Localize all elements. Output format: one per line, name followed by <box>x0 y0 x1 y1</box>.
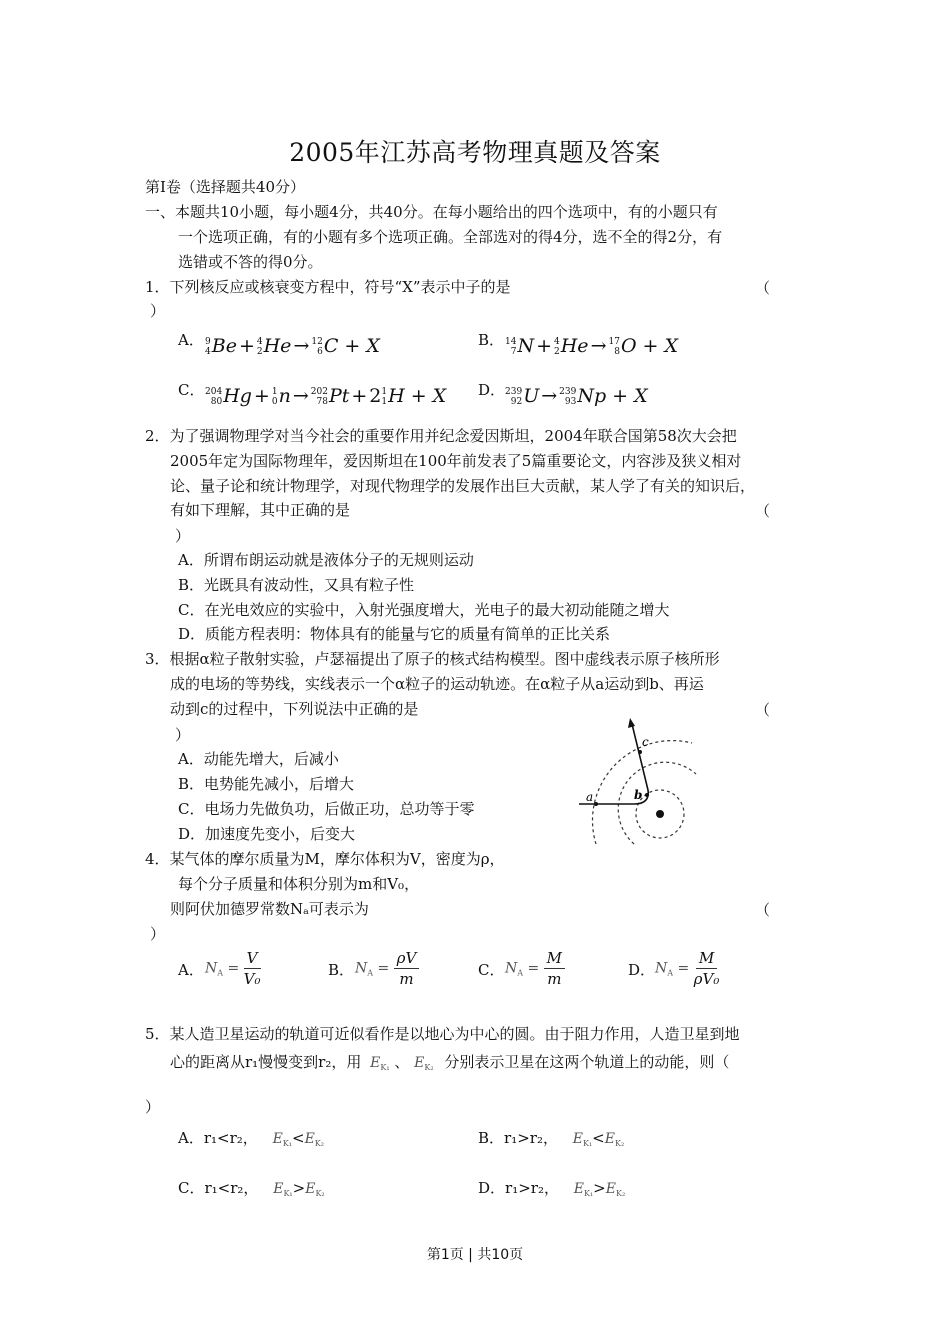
equipotential-middle <box>618 762 696 844</box>
q4-option-d-label: D． <box>628 961 656 979</box>
q1-option-b-equation: 14 7 N + 4 2 He → 17 8 O + X <box>505 335 679 357</box>
nucleus-dot <box>656 810 664 818</box>
q3-option-d: D．加速度先变小，后变大 <box>178 825 356 843</box>
q3-option-b: B．电势能先减小，后增大 <box>178 775 355 793</box>
q4-stem-line-1: 4．某气体的摩尔质量为M，摩尔体积为V，密度为ρ， <box>145 850 505 868</box>
q1-option-c-label: C． <box>178 381 205 399</box>
q5-option-b: B．r₁>r₂， $E_{K_1}<E_{K_2}$ <box>478 1129 625 1148</box>
q1-option-b-label: B． <box>478 331 505 349</box>
instructions-line-3: 选错或不答的得0分。 <box>178 253 323 271</box>
q5-stem-line-1: 5．某人造卫星运动的轨道可近似看作是以地心为中心的圆。由于阻力作用，人造卫星到地 <box>145 1025 740 1043</box>
q4-stem-line-3: 则阿伏加德罗常数Nₐ可表示为 <box>170 900 369 918</box>
q1-option-a-equation: 9 4 Be + 4 2 He → 12 6 C + X <box>205 335 380 357</box>
q4-paren-close: ） <box>150 925 166 943</box>
q4-option-a-formula: $N_A$ = $\frac{V}{\text{V₀}}$ <box>205 949 261 988</box>
q2-paren-open: （ <box>755 502 771 520</box>
label-b: b <box>634 788 643 802</box>
q5-option-a: A．r₁<r₂， $E_{K_1}<E_{K_2}$ <box>178 1129 324 1148</box>
q5-stem-line-2: 心的距离从r₁慢慢变到r₂，用 $E_{K_1}$ 、 $E_{K_2}$ 分别表示卫星在这两个轨道上的动能，则（ <box>170 1053 730 1072</box>
q3-paren-open: （ <box>755 701 771 719</box>
q5-option-c: C．r₁<r₂， $E_{K_1}>E_{K_2}$ <box>178 1179 325 1198</box>
q1-stem: 1．下列核反应或核衰变方程中，符号“X”表示中子的是 <box>145 278 511 296</box>
label-c: c <box>642 735 649 749</box>
q4-option-a-label: A． <box>178 961 204 979</box>
q1-option-d-equation: 239 92 U → 239 93 Np + X <box>505 385 648 407</box>
q2-option-a: A．所谓布朗运动就是液体分子的无规则运动 <box>178 551 474 569</box>
q4-option-d-formula: $N_A$ = $\frac{M}{\text{ρV₀}}$ <box>655 949 720 988</box>
q4-paren-open: （ <box>755 901 771 919</box>
q4-option-b-label: B． <box>328 961 355 979</box>
q5-paren-close: ） <box>145 1098 161 1116</box>
q3-option-a: A．动能先增大，后减小 <box>178 750 339 768</box>
q4-option-c-label: C． <box>478 961 505 979</box>
q4-option-b-formula: $N_A$ = $\frac{\rho V}{m}$ <box>355 948 419 989</box>
q2-option-b: B．光既具有波动性，又具有粒子性 <box>178 576 415 594</box>
q2-stem-line-1: 2．为了强调物理学对当今社会的重要作用并纪念爱因斯坦，2004年联合国第58次大会把 <box>145 427 737 445</box>
q2-stem-line-2: 2005年定为国际物理年，爱因斯坦在100年前发表了5篇重要论文，内容涉及狭义相对 <box>170 452 742 470</box>
q2-stem-line-4: 有如下理解，其中正确的是 <box>170 501 351 519</box>
q3-stem-line-3: 动到c的过程中，下列说法中正确的是 <box>170 700 419 718</box>
q1-paren-open: （ <box>755 279 771 297</box>
page-title: 2005年江苏高考物理真题及答案 <box>289 138 661 167</box>
point-a <box>594 802 598 806</box>
trajectory-arrowhead <box>628 718 635 728</box>
alpha-scattering-figure <box>574 716 704 846</box>
q3-paren-close: ） <box>175 726 191 744</box>
q3-stem-line-2: 成的电场的等势线，实线表示一个α粒子的运动轨迹。在α粒子从a运动到b、再运 <box>170 675 704 693</box>
point-b <box>645 793 649 797</box>
q4-option-c-formula: $N_A$ = $\frac{M}{m}$ <box>505 948 565 989</box>
q2-paren-close: ） <box>175 527 191 545</box>
q1-paren-close: ） <box>150 302 166 320</box>
point-c <box>638 750 642 754</box>
q1-option-a-label: A． <box>178 331 204 349</box>
page-footer: 第1页 | 共10页 <box>426 1247 524 1263</box>
q2-option-c: C．在光电效应的实验中，入射光强度增大，光电子的最大初动能随之增大 <box>178 601 670 619</box>
q3-stem-line-1: 3．根据α粒子散射实验，卢瑟福提出了原子的核式结构模型。图中虚线表示原子核所形 <box>145 650 720 668</box>
q2-option-d: D．质能方程表明：物体具有的能量与它的质量有简单的正比关系 <box>178 625 611 643</box>
instructions-line-2: 一个选项正确，有的小题有多个选项正确。全部选对的得4分，选不全的得2分，有 <box>178 228 723 246</box>
section-heading: 第Ⅰ卷（选择题共40分） <box>145 178 306 196</box>
q1-option-d-label: D． <box>478 381 506 399</box>
q4-stem-line-2: 每个分子质量和体积分别为m和V₀， <box>178 875 420 893</box>
q3-option-c: C．电场力先做负功，后做正功，总功等于零 <box>178 800 475 818</box>
label-a: a <box>586 790 594 804</box>
q1-option-c-equation: 204 80 Hg + 1 0 n → 202 78 Pt + 2 1 1 H + X <box>205 385 447 407</box>
q5-option-d: D．r₁>r₂， $E_{K_1}>E_{K_2}$ <box>478 1179 626 1198</box>
q2-stem-line-3: 论、量子论和统计物理学，对现代物理学的发展作出巨大贡献，某人学了有关的知识后， <box>170 477 756 495</box>
instructions-line-1: 一、本题共10小题，每小题4分，共40分。在每小题给出的四个选项中，有的小题只有 <box>145 203 718 221</box>
